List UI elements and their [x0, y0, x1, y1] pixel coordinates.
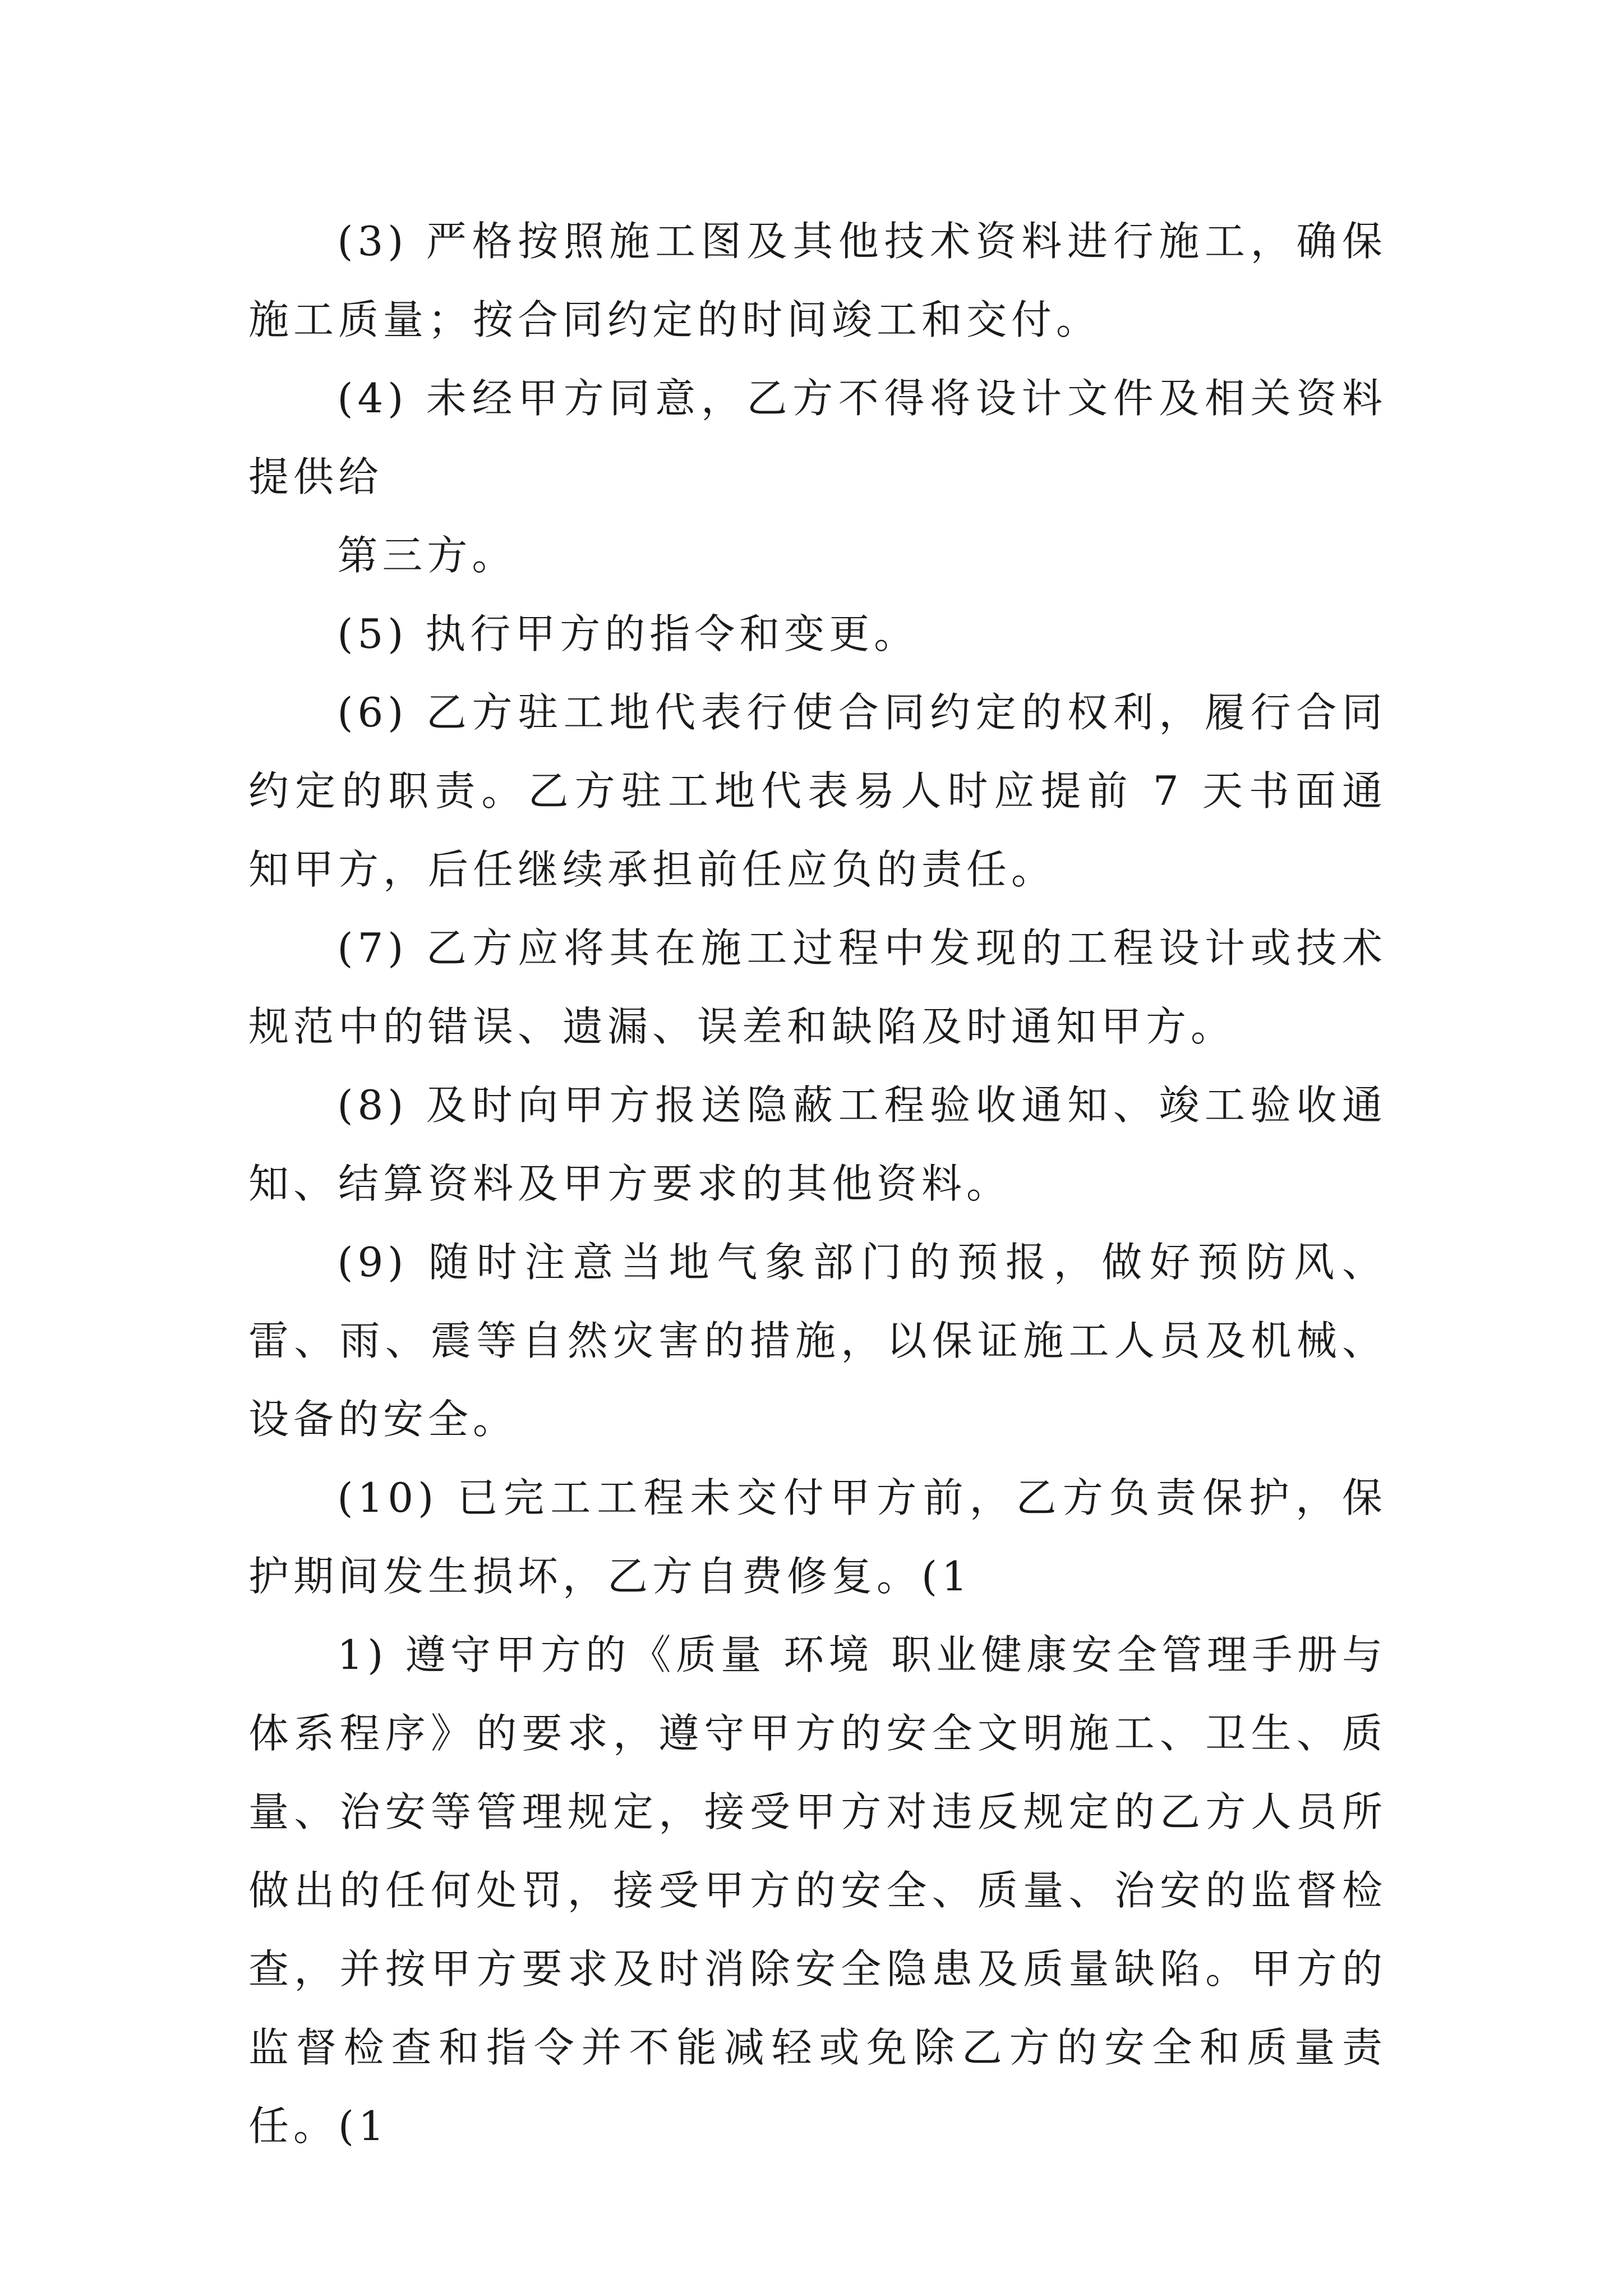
paragraph-clause-7: (7) 乙方应将其在施工过程中发现的工程设计或技术规范中的错误、遗漏、误差和缺陷及时通知甲方。	[248, 924, 1387, 1050]
paragraph-clause-10: (10) 已完工工程未交付甲方前，乙方负责保护，保护期间发生损坏，乙方自费修复。(1	[248, 1474, 1387, 1600]
paragraph-clause-6: (6) 乙方驻工地代表行使合同约定的权利，履行合同约定的职责。乙方驻工地代表易人时应提前 7 天书面通知甲方，后任继续承担前任应负的责任。	[248, 689, 1387, 893]
paragraph-clause-3: (3) 严格按照施工图及其他技术资料进行施工，确保施工质量；按合同约定的时间竣工和交付。	[248, 218, 1387, 343]
paragraph-clause-8: (8) 及时向甲方报送隐蔽工程验收通知、竣工验收通知、结算资料及甲方要求的其他资料。	[248, 1082, 1387, 1207]
paragraph-clause-9: (9) 随时注意当地气象部门的预报，做好预防风、雷、雨、震等自然灾害的措施，以保证施工人员及机械、设备的安全。	[248, 1239, 1387, 1443]
paragraph-clause-4-continued: 第三方。	[337, 532, 517, 579]
paragraph-clause-4: (4) 未经甲方同意，乙方不得将设计文件及相关资料提供给	[248, 375, 1387, 500]
paragraph-clause-11: 1) 遵守甲方的《质量 环境 职业健康安全管理手册与体系程序》的要求，遵守甲方的安全文明施工、卫生、质量、治安等管理规定，接受甲方对违反规定的乙方人员所做出的任何处罚，接受甲方的安全、质量、治安的监督检查，并按甲方要求及时消除安全隐患及质量缺陷。甲方的监督检查和指令并不能减轻或免除乙方的安全和质量责任。(1	[248, 1631, 1387, 2150]
paragraph-clause-5: (5) 执行甲方的指令和变更。	[337, 610, 919, 657]
document-body	[248, 202, 1387, 2165]
